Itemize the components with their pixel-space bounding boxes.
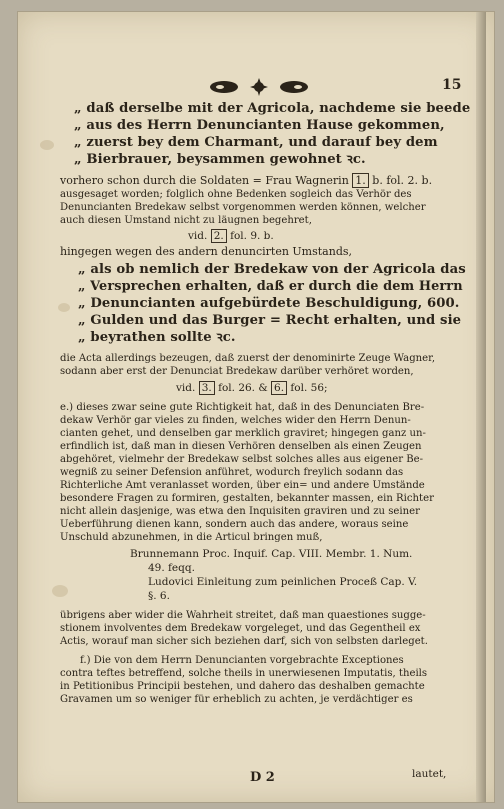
text-line: stionem involventes dem Bredekaw vorgeleget, und das Gegentheil ex [60,623,421,634]
text-line: Actis, worauf man sicher sich beziehen darf, sich von selbsten darleget. [60,636,428,647]
folio-ref: fol. 26. & [218,382,268,394]
ref-prefix: vid. [188,230,208,242]
folio-ref: b. fol. 2. b. [372,174,433,187]
text-line: e.) dieses zwar seine gute Richtigkeit hat, daß in des Denunciaten Bre- [60,402,425,413]
reference-line [176,382,328,395]
quote-line: „ als ob nemlich der Bredekaw von der Agricola das [78,262,466,277]
quote-line: „ beyrathen sollte ꝛc. [78,330,236,345]
text-line: ausgesaget worden; folglich ohne Bedenken sogleich das Verhör des [60,189,412,200]
text-line [60,174,432,187]
catchword: lautet, [412,768,447,780]
quote-line: „ Denuncianten aufgebürdete Beschuldigung, 600. [78,296,460,311]
ref-prefix: vid. [176,382,196,394]
header-ornament [208,77,310,97]
citation-line: 49. feqq. [148,562,195,574]
text-line: nicht allein dasjenige, was etwa den Inquisiten graviren und zu seiner [60,506,420,517]
text-line: Richterliche Amt veranlasset worden, über ein= und andere Umstände [60,480,425,491]
text-line: Gravamen um so weniger für erheblich zu achten, je verdächtiger es [60,694,413,705]
folio-ref: fol. 56; [290,382,328,394]
text-line: Unschuld abzunehmen, in die Articul bringen muß, [60,532,323,543]
ref-box: 1. [352,173,369,188]
quote-line: „ Bierbrauer, beysammen gewohnet ꝛc. [74,152,366,167]
ref-box: 3. [199,381,215,395]
text-line: cianten gehet, und denselben gar merklich graviret; hingegen ganz un- [60,428,426,439]
text-line: erfindlich ist, daß man in diesen Verhören denselben als einen Zeugen [60,441,422,452]
quote-line: „ zuerst bey dem Charmant, und darauf bey dem [74,135,438,150]
text-line: in Petitionibus Principii bestehen, und dahero das deshalben gemachte [60,681,425,692]
page-number: 15 [442,77,462,93]
text-line: hingegen wegen des andern denuncirten Umstands, [60,245,352,258]
citation-line: §. 6. [148,590,170,602]
stain [52,585,68,597]
text-line: contra teftes betreffend, solche theils in unerwiesenen Imputatis, theils [60,668,428,679]
page-gutter [476,12,486,802]
text-line: wegniß zu seiner Defension anführet, wodurch freylich sodann das [60,467,404,478]
text-line: f.) Die von dem Herrn Denuncianten vorgebrachte Exceptiones [80,655,404,666]
text-line: dekaw Verhör gar vieles zu finden, welches wider den Herrn Denun- [60,415,411,426]
ref-box: 6. [271,381,287,395]
text-line: auch diesen Umstand nicht zu läugnen begehret, [60,215,312,226]
text-line: übrigens aber wider die Wahrheit streitet, daß man quaestiones sugge- [60,610,426,621]
text-line: abgehöret, vielmehr der Bredekaw selbst solches alles aus eigener Be- [60,454,424,465]
quote-line: „ daß derselbe mit der Agricola, nachdeme sie beede [74,101,471,116]
text-line: besondere Fragen zu formiren, gestalten, bekannter massen, ein Richter [60,493,434,504]
text-line: die Acta allerdings bezeugen, daß zuerst der denominirte Zeuge Wagner, [60,353,436,364]
quote-line: „ Gulden und das Burger = Recht erhalten, und sie [78,313,462,328]
text-segment: vorhero schon durch die Soldaten = Frau Wagnerin [60,174,349,187]
stain [58,303,70,312]
stain [40,140,54,150]
text-line: sodann aber erst der Denunciat Bredekaw darüber verhöret worden, [60,366,414,377]
quote-line: „ Versprechen erhalten, daß er durch die dem Herrn [78,279,463,294]
ref-box: 2. [211,229,227,243]
reference-line [188,230,274,243]
citation-line: Ludovici Einleitung zum peinlichen Proceß Cap. V. [148,576,418,588]
quote-line: „ aus des Herrn Denuncianten Hause gekommen, [74,118,445,133]
text-line: Ueberführung dienen kann, sondern auch das andere, woraus seine [60,519,409,530]
signature-mark: D 2 [250,770,275,785]
text-line: Denuncianten Bredekaw selbst vorgenommen werden können, welcher [60,202,426,213]
folio-ref: fol. 9. b. [230,230,274,242]
citation-line: Brunnemann Proc. Inquif. Cap. VIII. Membr. 1. Num. [130,548,413,560]
